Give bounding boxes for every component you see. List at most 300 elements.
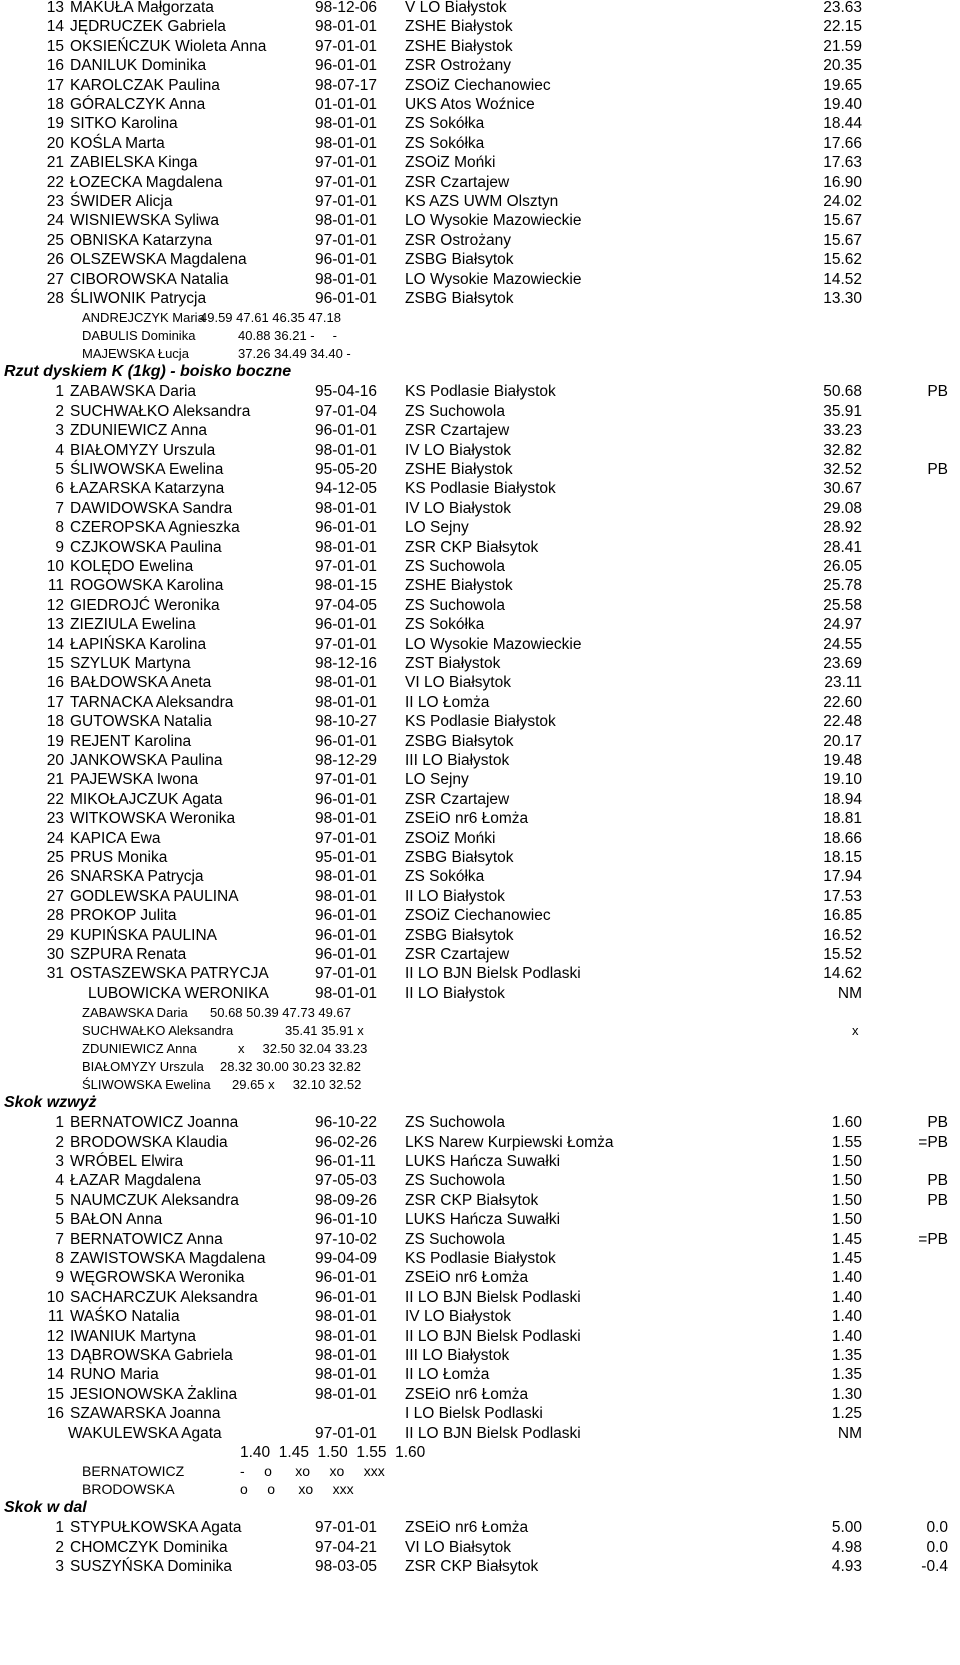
club: ZSR CKP Białsytok — [405, 538, 539, 556]
result-row — [0, 576, 960, 596]
birth-date: 01-01-01 — [315, 96, 378, 113]
birth-date: 96-01-01 — [315, 57, 378, 75]
birth-date: 96-01-01 — [315, 290, 378, 307]
athlete-name: JĘDRUCZEK Gabriela — [70, 18, 226, 36]
rank: 19 — [46, 115, 64, 133]
birth-date: 98-01-01 — [315, 1327, 378, 1345]
section-title-discus: Rzut dyskiem K (1kg) - boisko boczne — [4, 363, 292, 381]
athlete-name: GUTOWSKA Natalia — [70, 713, 212, 731]
rank: 22 — [46, 173, 64, 191]
club: IV LO Białystok — [405, 1308, 511, 1326]
athlete-name: STYPUŁKOWSKA Agata — [70, 1519, 242, 1537]
result: 20.35 — [823, 57, 862, 75]
rank: 7 — [55, 1230, 64, 1248]
club: V LO Białystok — [405, 0, 507, 16]
birth-date: 98-12-06 — [315, 0, 378, 16]
athlete-name: CIBOROWSKA Natalia — [70, 270, 229, 288]
birth-date: 98-01-01 — [315, 212, 378, 230]
result: 17.94 — [823, 868, 862, 886]
rank: 19 — [46, 732, 64, 750]
birth-date: 96-01-01 — [315, 1288, 378, 1306]
attempts-values: 35.41 35.91 x — [285, 1023, 364, 1039]
remark: =PB — [918, 1133, 948, 1151]
birth-date: 99-04-09 — [315, 1250, 378, 1267]
result-row — [0, 0, 960, 18]
birth-date: 98-09-26 — [315, 1191, 378, 1209]
club: ZS Sokółka — [405, 115, 485, 133]
birth-date: 97-01-01 — [315, 231, 378, 249]
birth-date: 98-10-27 — [315, 713, 378, 731]
athlete-name: ZDUNIEWICZ Anna — [70, 422, 207, 440]
result: 15.67 — [823, 231, 862, 249]
athlete-name: ŁAPIŃSKA Karolina — [70, 635, 207, 653]
result-row — [0, 1307, 960, 1327]
birth-date: 96-01-01 — [315, 251, 378, 269]
result-row — [0, 250, 960, 270]
birth-date: 96-01-01 — [315, 790, 378, 808]
birth-date: 97-01-01 — [315, 829, 378, 847]
result: 17.66 — [823, 134, 862, 152]
result-row — [0, 964, 960, 984]
club: ZSR Czartajew — [405, 946, 510, 963]
result-row — [0, 557, 960, 577]
attempts-name: ZABAWSKA Daria — [82, 1005, 188, 1021]
rank: 4 — [55, 441, 64, 459]
result-row — [0, 1113, 960, 1133]
club: ZSR Czartajew — [405, 790, 510, 808]
result: 1.50 — [831, 1211, 862, 1229]
birth-date: 97-01-01 — [315, 37, 378, 55]
birth-date: 98-01-01 — [315, 868, 378, 886]
result-row — [0, 751, 960, 771]
result: 1.50 — [831, 1191, 862, 1209]
athlete-name: SITKO Karolina — [70, 115, 178, 133]
rank: 23 — [46, 193, 64, 210]
attempts-values: 28.32 30.00 30.23 32.82 — [220, 1059, 361, 1075]
athlete-name: OKSIEŃCZUK Wioleta Anna — [70, 37, 267, 55]
attempts-row — [0, 327, 960, 345]
athlete-name: ŁAZARSKA Katarzyna — [70, 480, 225, 498]
result: 1.45 — [831, 1250, 862, 1267]
result-row — [0, 518, 960, 538]
club: ZSEiO nr6 Łomża — [405, 810, 529, 828]
result: 22.48 — [823, 713, 862, 731]
athlete-name: ŚWIDER Alicja — [70, 193, 173, 210]
result: 18.44 — [823, 115, 862, 133]
birth-date: 95-04-16 — [315, 383, 378, 401]
club: ZSR CKP Białsytok — [405, 1558, 539, 1576]
rank: 24 — [46, 829, 64, 847]
result-row — [0, 867, 960, 887]
result: 33.23 — [823, 422, 862, 440]
athlete-name: KUPIŃSKA PAULINA — [70, 926, 218, 944]
birth-date: 98-01-01 — [315, 270, 378, 288]
club: ZSBG Białsytok — [405, 290, 514, 307]
athlete-name: PROKOP Julita — [70, 907, 177, 925]
attempts-name: ŚLIWOWSKA Ewelina — [82, 1077, 211, 1093]
result: 19.40 — [823, 96, 862, 113]
athlete-name: IWANIUK Martyna — [70, 1327, 197, 1345]
club: ZSR Ostrożany — [405, 231, 511, 249]
athlete-name: ŚLIWONIK Patrycja — [70, 290, 207, 307]
attempts-row — [0, 1022, 960, 1040]
club: ZSEiO nr6 Łomża — [405, 1269, 529, 1287]
result: 14.52 — [823, 270, 862, 288]
attempts-values: 29.65 x 32.10 32.52 — [232, 1077, 362, 1093]
athlete-name: PRUS Monika — [70, 849, 168, 866]
rank: 4 — [55, 1172, 64, 1190]
rank: 1 — [55, 1519, 64, 1537]
birth-date: 96-01-01 — [315, 519, 378, 537]
athlete-name: ŁAZAR Magdalena — [70, 1172, 201, 1190]
result-row — [0, 887, 960, 907]
result-row — [0, 114, 960, 134]
athlete-name: LUBOWICKA WERONIKA — [88, 984, 269, 1002]
result-row — [0, 712, 960, 732]
athlete-name: ROGOWSKA Karolina — [70, 577, 224, 595]
club: LO Sejny — [405, 771, 469, 789]
rank: 18 — [46, 96, 64, 113]
club: LO Sejny — [405, 519, 469, 537]
club: LO Wysokie Mazowieckie — [405, 212, 582, 230]
club: ZSR Czartajew — [405, 173, 510, 191]
club: LKS Narew Kurpiewski Łomża — [405, 1133, 614, 1151]
result-row — [0, 635, 960, 655]
club: ZSBG Białsytok — [405, 926, 514, 944]
result-row — [0, 732, 960, 752]
club: ZSOiZ Ciechanowiec — [405, 907, 551, 925]
birth-date: 96-01-01 — [315, 422, 378, 440]
birth-date: 98-01-01 — [315, 115, 378, 133]
result-row — [0, 211, 960, 231]
result: 1.40 — [831, 1308, 862, 1326]
club: LUKS Hańcza Suwałki — [405, 1211, 561, 1229]
birth-date: 98-01-01 — [315, 441, 378, 459]
athlete-name: CHOMCZYK Dominika — [70, 1538, 228, 1556]
result-row — [0, 926, 960, 946]
result: 16.90 — [823, 173, 862, 191]
birth-date: 96-01-11 — [315, 1153, 376, 1170]
section-title-long-jump: Skok w dal — [4, 1499, 87, 1517]
attempts-row — [0, 1058, 960, 1076]
rank: 10 — [46, 1288, 64, 1306]
birth-date: 98-01-01 — [315, 693, 378, 711]
rank: 5 — [55, 461, 64, 478]
club: ZS Suchowola — [405, 558, 505, 575]
rank: 21 — [46, 154, 64, 172]
rank: 2 — [55, 1133, 64, 1151]
result: 29.08 — [823, 499, 862, 517]
attempts-values: 50.68 50.39 47.73 49.67 — [210, 1005, 351, 1021]
athlete-name: BAŁDOWSKA Aneta — [70, 674, 212, 692]
result-row — [0, 1557, 960, 1577]
athlete-name: WISNIEWSKA Syliwa — [70, 212, 219, 230]
birth-date: 96-10-22 — [315, 1114, 378, 1132]
result-row — [0, 906, 960, 926]
athlete-name: WITKOWSKA Weronika — [70, 810, 236, 828]
rank: 3 — [55, 422, 64, 440]
athlete-name: KAROLCZAK Paulina — [70, 76, 220, 94]
rank: 18 — [46, 713, 64, 731]
result-row — [0, 1385, 960, 1405]
birth-date: 97-10-02 — [315, 1230, 378, 1248]
athlete-name: KOŚLA Marta — [70, 134, 165, 152]
result: 1.55 — [831, 1133, 862, 1151]
result-row — [0, 848, 960, 868]
result: 17.53 — [823, 887, 862, 905]
result-row — [0, 56, 960, 76]
athlete-name: CZEROPSKA Agnieszka — [70, 519, 240, 537]
result: 23.69 — [823, 655, 862, 672]
result-row — [0, 1538, 960, 1558]
rank: 14 — [46, 635, 64, 653]
rank: 25 — [46, 849, 64, 866]
athlete-name: GODLEWSKA PAULINA — [70, 887, 239, 905]
athlete-name: SUSZYŃSKA Dominika — [70, 1558, 232, 1576]
rank: 1 — [55, 383, 64, 401]
rank: 8 — [55, 519, 64, 537]
club: ZST Białystok — [405, 655, 501, 672]
club: II LO BJN Bielsk Podlaski — [405, 965, 581, 983]
attempts-name: DABULIS Dominika — [82, 328, 196, 344]
result-row — [0, 1191, 960, 1211]
result: 1.50 — [831, 1153, 862, 1170]
attempts-row — [0, 1462, 960, 1480]
remark: =PB — [918, 1230, 948, 1248]
rank: 7 — [55, 499, 64, 517]
result: 25.58 — [823, 596, 862, 614]
result-row — [0, 134, 960, 154]
result: 1.50 — [831, 1172, 862, 1190]
result: 28.41 — [823, 538, 862, 556]
rank: 2 — [55, 402, 64, 420]
athlete-name: SUCHWAŁKO Aleksandra — [70, 402, 251, 420]
result-row — [0, 192, 960, 212]
club: ZSOiZ Ciechanowiec — [405, 76, 551, 94]
athlete-name: BERNATOWICZ Anna — [70, 1230, 223, 1248]
athlete-name: WĘGROWSKA Weronika — [70, 1269, 245, 1287]
attempts-values: o o xo xxx — [240, 1481, 354, 1498]
result: 24.02 — [823, 193, 862, 210]
rank: 30 — [46, 946, 64, 963]
athlete-name: BIAŁOMYZY Urszula — [70, 441, 216, 459]
rank: 9 — [55, 538, 64, 556]
attempts-values: 49.59 47.61 46.35 47.18 — [200, 310, 341, 326]
result: 26.05 — [823, 558, 862, 575]
result: 1.35 — [831, 1366, 862, 1384]
birth-date: 97-01-01 — [315, 965, 378, 983]
result-row — [0, 153, 960, 173]
birth-date: 98-01-01 — [315, 1308, 378, 1326]
rank: 26 — [46, 251, 64, 269]
birth-date: 97-01-01 — [315, 635, 378, 653]
remark: PB — [927, 461, 948, 478]
remark: PB — [927, 1114, 948, 1132]
result: 1.40 — [831, 1288, 862, 1306]
athlete-name: BRODOWSKA Klaudia — [70, 1133, 228, 1151]
athlete-name: JESIONOWSKA Żaklina — [70, 1385, 238, 1403]
athlete-name: GÓRALCZYK Anna — [70, 96, 206, 113]
rank: 20 — [46, 134, 64, 152]
result-row — [0, 95, 960, 115]
rank: 15 — [46, 655, 64, 672]
rank: 3 — [55, 1558, 64, 1576]
nm-row — [0, 984, 960, 1004]
attempts-row — [0, 309, 960, 327]
remark: PB — [927, 383, 948, 401]
birth-date: 97-04-21 — [315, 1538, 378, 1556]
rank: 17 — [46, 76, 64, 94]
result: 32.82 — [823, 441, 862, 459]
club: II LO Łomża — [405, 1366, 490, 1384]
rank: 8 — [55, 1250, 64, 1267]
result-row — [0, 1171, 960, 1191]
result: 18.15 — [823, 849, 862, 866]
result-row — [0, 1327, 960, 1347]
rank: 28 — [46, 290, 64, 307]
rank: 11 — [47, 1308, 64, 1326]
result: 50.68 — [823, 383, 862, 401]
athlete-name: WRÓBEL Elwira — [70, 1153, 184, 1170]
club: ZS Suchowola — [405, 1114, 505, 1132]
birth-date: 97-01-01 — [315, 771, 378, 789]
result: 18.66 — [823, 829, 862, 847]
rank: 10 — [46, 558, 64, 575]
rank: 13 — [46, 616, 64, 634]
rank: 25 — [46, 231, 64, 249]
birth-date: 98-01-01 — [315, 1366, 378, 1384]
birth-date: 97-01-01 — [315, 558, 378, 575]
birth-date: 96-01-01 — [315, 946, 378, 963]
birth-date: 96-01-01 — [315, 1269, 378, 1287]
birth-date: 97-01-01 — [315, 173, 378, 191]
athlete-name: BERNATOWICZ Joanna — [70, 1114, 239, 1132]
birth-date: 97-04-05 — [315, 596, 378, 614]
result-row — [0, 441, 960, 461]
attempts-values: 37.26 34.49 34.40 - — [238, 346, 351, 362]
club: IV LO Białystok — [405, 499, 511, 517]
result-row — [0, 460, 960, 480]
birth-date: 98-01-01 — [315, 18, 378, 36]
club: II LO Łomża — [405, 693, 490, 711]
club: KS Podlasie Białystok — [405, 383, 556, 401]
athlete-name: SZAWARSKA Joanna — [70, 1405, 221, 1423]
result: 1.25 — [831, 1405, 862, 1423]
club: ZSOiZ Mońki — [405, 829, 496, 847]
rank: 23 — [46, 810, 64, 828]
athlete-name: DAWIDOWSKA Sandra — [70, 499, 233, 517]
result-row — [0, 421, 960, 441]
result-row — [0, 1210, 960, 1230]
rank: 5 — [55, 1191, 64, 1209]
result: 22.15 — [823, 18, 862, 36]
result: NM — [837, 984, 862, 1002]
club: ZS Sokółka — [405, 616, 485, 634]
rank: 17 — [46, 693, 64, 711]
club: III LO Białystok — [405, 1347, 510, 1364]
remark: 0.0 — [926, 1519, 948, 1537]
rank: 2 — [55, 1538, 64, 1556]
attempts-name: BERNATOWICZ — [82, 1463, 185, 1480]
athlete-name: MIKOŁAJCZUK Agata — [70, 790, 223, 808]
result: 13.30 — [823, 290, 862, 307]
attempts-name: ZDUNIEWICZ Anna — [82, 1041, 197, 1057]
remark: PB — [927, 1172, 948, 1190]
heights-row — [0, 1443, 960, 1463]
result: 24.97 — [823, 616, 862, 634]
athlete-name: NAUMCZUK Aleksandra — [70, 1191, 239, 1209]
birth-date: 97-01-01 — [315, 1424, 378, 1442]
result: 5.00 — [831, 1519, 862, 1537]
club: UKS Atos Woźnice — [405, 96, 535, 113]
result-row — [0, 1152, 960, 1172]
result: 20.17 — [823, 732, 862, 750]
club: I LO Bielsk Podlaski — [405, 1405, 543, 1423]
result: 15.67 — [823, 212, 862, 230]
rank: 13 — [46, 0, 64, 16]
club: II LO Białystok — [405, 887, 505, 905]
athlete-name: ZABAWSKA Daria — [70, 383, 197, 401]
athlete-name: PAJEWSKA Iwona — [70, 771, 199, 789]
birth-date: 97-01-01 — [315, 193, 378, 210]
club: KS AZS UWM Olsztyn — [405, 193, 559, 210]
athlete-name: ZABIELSKA Kinga — [70, 154, 198, 172]
athlete-name: CZJKOWSKA Paulina — [70, 538, 222, 556]
rank: 1 — [55, 1114, 64, 1132]
rank: 5 — [55, 1211, 64, 1229]
club: ZSHE Białystok — [405, 18, 513, 36]
rank: 22 — [46, 790, 64, 808]
attempts-row — [0, 1480, 960, 1498]
result: 32.52 — [823, 461, 862, 478]
result: 1.30 — [831, 1385, 862, 1403]
club: ZS Suchowola — [405, 402, 505, 420]
club: LO Wysokie Mazowieckie — [405, 270, 582, 288]
result-row — [0, 829, 960, 849]
result: 23.63 — [823, 0, 862, 16]
result-row — [0, 231, 960, 251]
result: 35.91 — [823, 402, 862, 420]
birth-date: 97-01-01 — [315, 1519, 378, 1537]
athlete-name: WAŚKO Natalia — [70, 1308, 180, 1326]
birth-date: 98-01-01 — [315, 499, 378, 517]
club: II LO BJN Bielsk Podlaski — [405, 1288, 581, 1306]
birth-date: 98-01-01 — [315, 810, 378, 828]
club: ZSOiZ Mońki — [405, 154, 496, 172]
athlete-name: OSTASZEWSKA PATRYCJA — [70, 965, 269, 983]
result-row — [0, 17, 960, 37]
club: II LO BJN Bielsk Podlaski — [405, 1327, 581, 1345]
attempts-values: x 32.50 32.04 33.23 — [238, 1041, 368, 1057]
club: LO Wysokie Mazowieckie — [405, 635, 582, 653]
athlete-name: ZIEZIULA Ewelina — [70, 616, 196, 634]
birth-date: 97-01-04 — [315, 402, 378, 420]
athlete-name: RUNO Maria — [70, 1366, 159, 1384]
rank: 16 — [46, 674, 64, 692]
result: NM — [837, 1424, 862, 1442]
rank: 24 — [46, 212, 64, 230]
result: 15.52 — [823, 946, 862, 963]
athlete-name: SNARSKA Patrycja — [70, 868, 204, 886]
rank: 29 — [46, 926, 64, 944]
result-row — [0, 1346, 960, 1366]
attempts-name: BRODOWSKA — [82, 1481, 175, 1498]
club: ZSR CKP Białsytok — [405, 1191, 539, 1209]
result-row — [0, 1268, 960, 1288]
club: ZS Sokółka — [405, 868, 485, 886]
rank: 27 — [46, 270, 64, 288]
club: ZSBG Białsytok — [405, 849, 514, 866]
